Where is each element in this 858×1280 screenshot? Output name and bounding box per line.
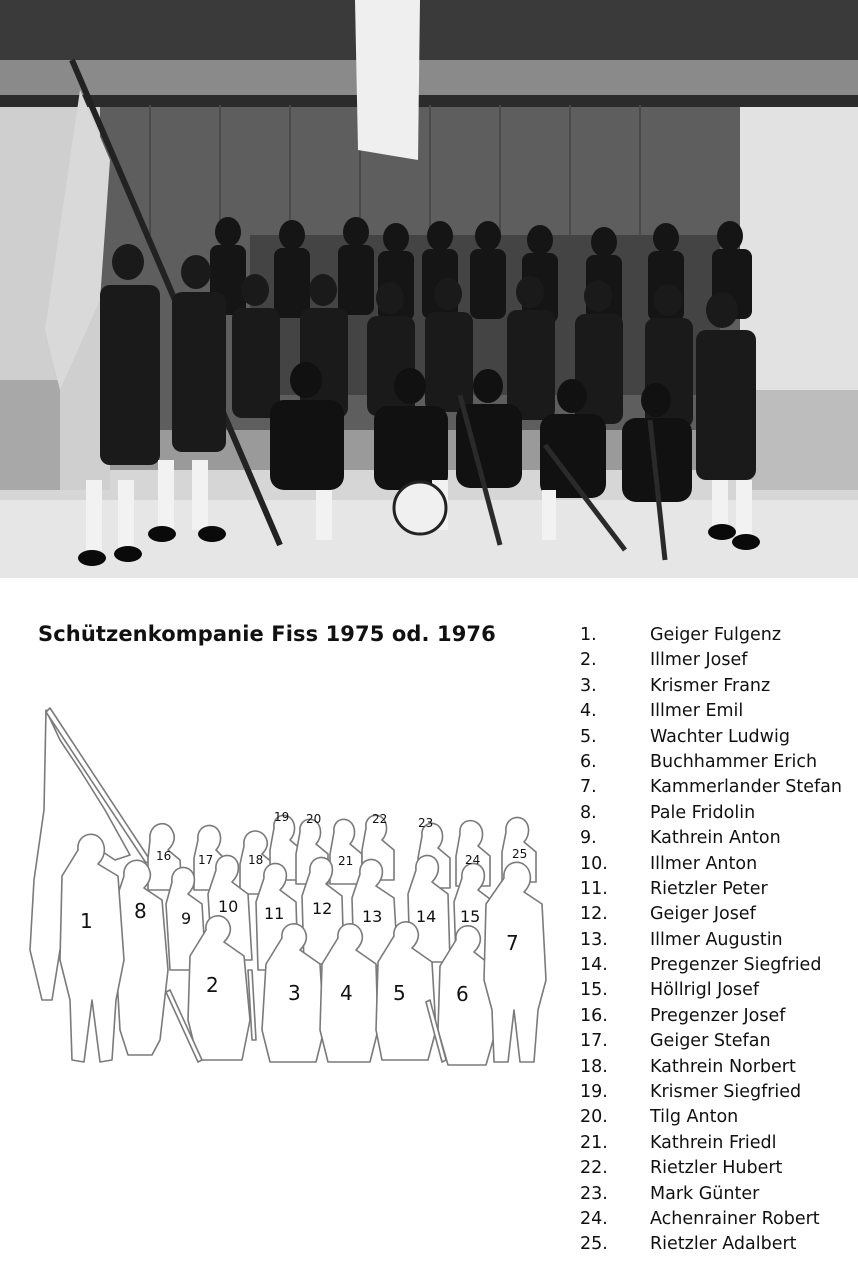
member-number: 25. (580, 1234, 608, 1255)
member-name: Kathrein Anton (650, 828, 781, 849)
list-item (580, 902, 858, 927)
member-name: Rietzler Hubert (650, 1158, 783, 1179)
list-item (580, 648, 858, 673)
member-number: 10. (580, 853, 608, 874)
figure-number-22: 22 (372, 812, 388, 826)
member-name: Pale Fridolin (650, 802, 756, 823)
member-number: 7. (580, 777, 597, 798)
silhouette-diagram (20, 700, 550, 1090)
figure-number-23: 23 (418, 816, 434, 830)
figure-number-6: 6 (456, 982, 469, 1006)
group-photo (0, 0, 858, 578)
member-name: Buchhammer Erich (650, 751, 818, 772)
list-item (580, 1156, 858, 1181)
figure-number-1: 1 (80, 909, 93, 933)
member-number: 5. (580, 726, 597, 747)
list-item (580, 852, 858, 877)
figure-number-4: 4 (340, 981, 353, 1005)
list-item (580, 1207, 858, 1232)
list-item (580, 674, 858, 699)
list-item (580, 978, 858, 1003)
member-name: Geiger Josef (650, 904, 756, 925)
member-name: Illmer Josef (650, 650, 748, 671)
figure-number-10: 10 (218, 897, 239, 916)
figure-number-3: 3 (288, 981, 301, 1005)
figure-number-25: 25 (512, 847, 528, 861)
silhouette-outline (20, 700, 550, 1090)
member-number: 6. (580, 751, 597, 772)
member-name: Pregenzer Josef (650, 1005, 786, 1026)
list-item (580, 1232, 858, 1257)
member-number: 15. (580, 980, 608, 1001)
figure-number-14: 14 (416, 907, 437, 926)
group-photo-drawing (0, 0, 858, 578)
member-name: Höllrigl Josef (650, 980, 760, 1001)
figure-number-19: 19 (274, 810, 290, 824)
member-name: Illmer Anton (650, 853, 758, 874)
figure-number-17: 17 (198, 853, 214, 867)
list-item (580, 1029, 858, 1054)
figure-number-11: 11 (264, 904, 285, 923)
figure-number-20: 20 (306, 812, 322, 826)
figure-number-16: 16 (156, 849, 172, 863)
member-number: 13. (580, 929, 608, 950)
member-name: Kathrein Norbert (650, 1056, 796, 1077)
list-item (580, 699, 858, 724)
figure-number-18: 18 (248, 853, 264, 867)
member-number: 17. (580, 1031, 608, 1052)
member-number: 20. (580, 1107, 608, 1128)
list-item (580, 725, 858, 750)
list-item (580, 1105, 858, 1130)
figure-number-12: 12 (312, 899, 333, 918)
member-number: 3. (580, 675, 597, 696)
member-name: Illmer Augustin (650, 929, 783, 950)
figure-number-13: 13 (362, 907, 383, 926)
member-number: 8. (580, 802, 597, 823)
list-item (580, 750, 858, 775)
list-item (580, 1080, 858, 1105)
list-item (580, 775, 858, 800)
member-number: 2. (580, 650, 597, 671)
figure-number-15: 15 (460, 907, 481, 926)
figure-number-7: 7 (506, 931, 519, 955)
figure-number-8: 8 (134, 899, 147, 923)
member-name: Geiger Fulgenz (650, 625, 782, 645)
member-number: 24. (580, 1208, 608, 1229)
list-item (580, 801, 858, 826)
list-item (580, 1055, 858, 1080)
member-name: Krismer Siegfried (650, 1082, 802, 1103)
member-list (580, 623, 858, 1258)
member-name: Rietzler Peter (650, 878, 768, 899)
figure-number-21: 21 (338, 854, 354, 868)
member-number: 18. (580, 1056, 608, 1077)
list-item (580, 953, 858, 978)
list-item (580, 1182, 858, 1207)
list-item (580, 877, 858, 902)
member-name: Illmer Emil (650, 701, 744, 722)
member-number: 1. (580, 625, 597, 645)
figure-number-2: 2 (206, 973, 219, 997)
page-title: Schützenkompanie Fiss 1975 od. 1976 (38, 622, 496, 646)
member-number: 19. (580, 1082, 608, 1103)
list-item (580, 826, 858, 851)
member-number: 23. (580, 1183, 608, 1204)
member-name: Kathrein Friedl (650, 1132, 777, 1153)
member-number: 16. (580, 1005, 608, 1026)
member-number: 9. (580, 828, 597, 849)
member-name: Rietzler Adalbert (650, 1234, 797, 1255)
member-number: 11. (580, 878, 608, 899)
member-name: Geiger Stefan (650, 1031, 771, 1052)
list-item (580, 623, 858, 648)
member-name: Mark Günter (650, 1183, 760, 1204)
list-item (580, 928, 858, 953)
list-item (580, 1131, 858, 1156)
member-name: Krismer Franz (650, 675, 771, 696)
figure-number-5: 5 (393, 981, 406, 1005)
member-name: Kammerlander Stefan (650, 777, 842, 798)
member-number: 22. (580, 1158, 608, 1179)
member-number: 14. (580, 955, 608, 976)
member-name: Wachter Ludwig (650, 726, 790, 747)
member-number: 12. (580, 904, 608, 925)
member-name: Pregenzer Siegfried (650, 955, 822, 976)
figure-number-24: 24 (465, 853, 481, 867)
member-number: 4. (580, 701, 597, 722)
member-name: Tilg Anton (650, 1107, 739, 1128)
figure-number-9: 9 (181, 909, 192, 928)
member-name: Achenrainer Robert (650, 1208, 820, 1229)
member-number: 21. (580, 1132, 608, 1153)
list-item (580, 1004, 858, 1029)
